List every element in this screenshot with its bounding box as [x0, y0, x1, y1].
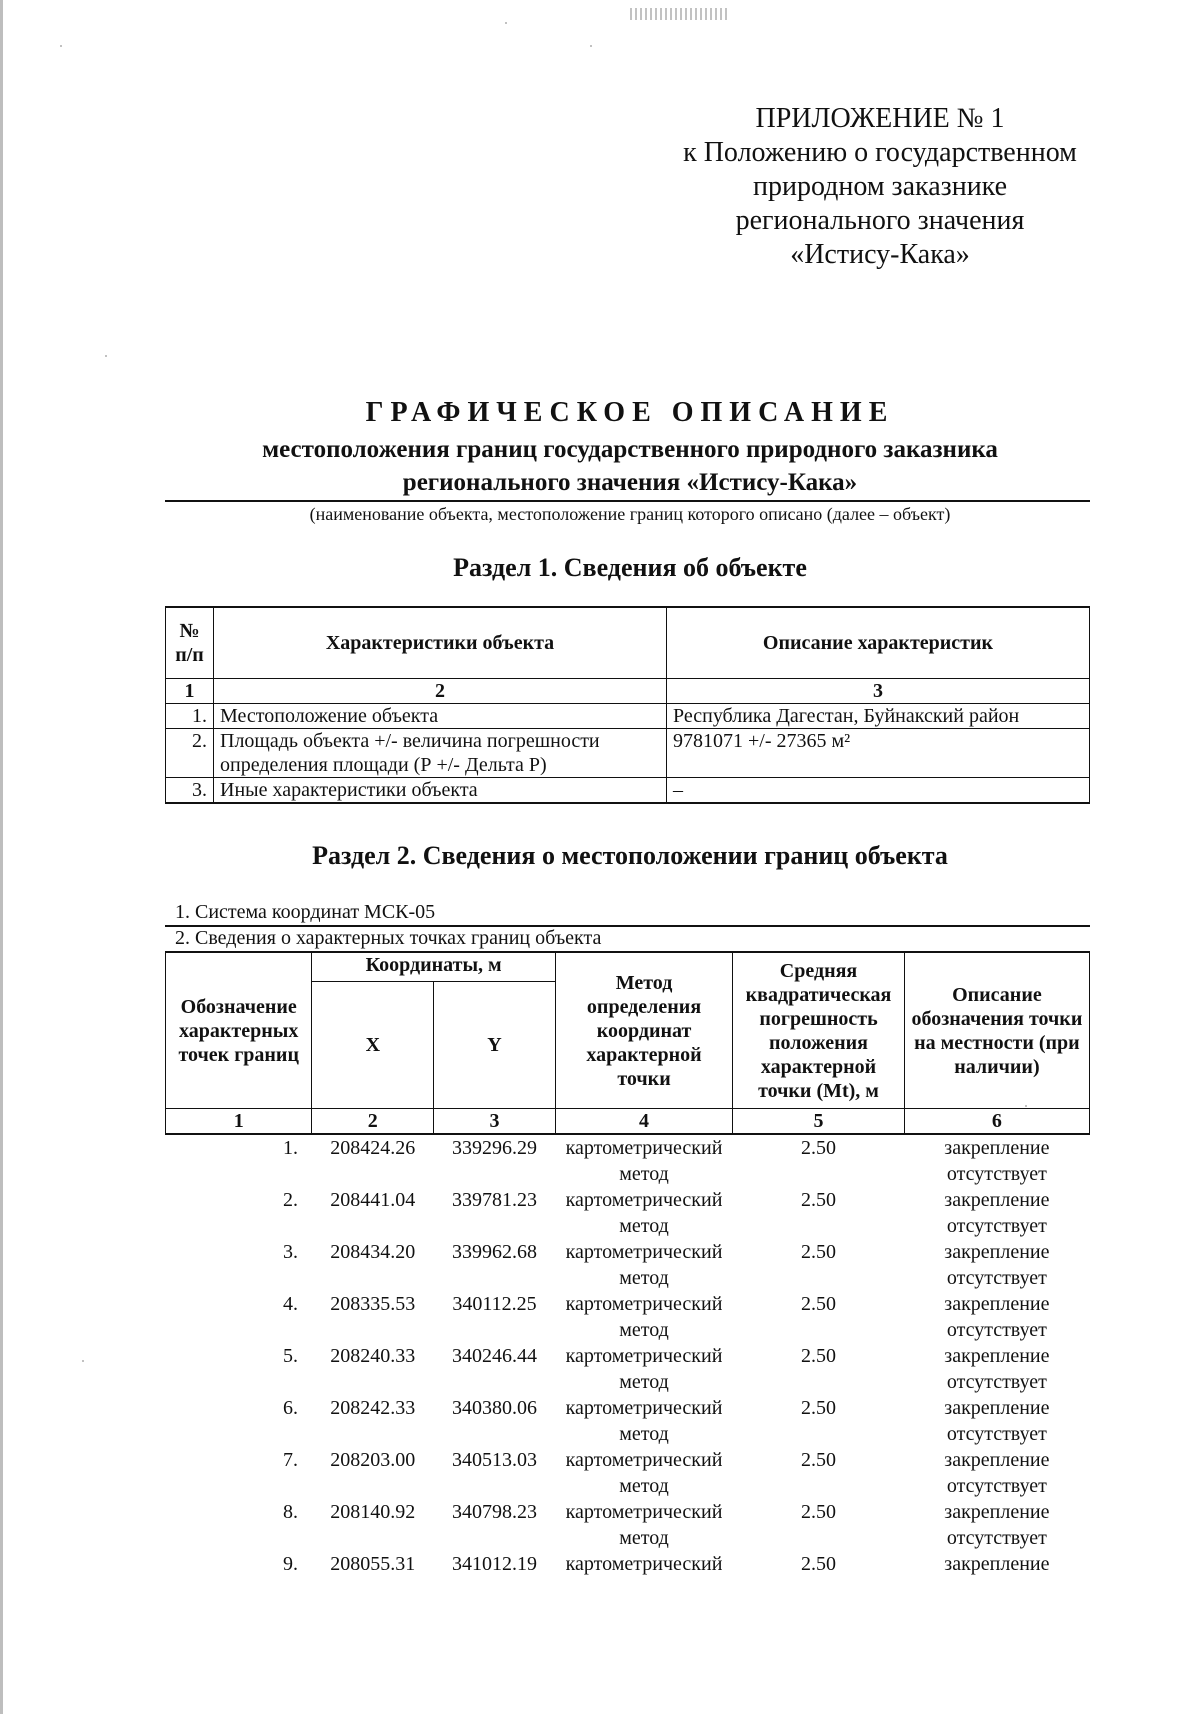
table-row — [166, 1499, 1090, 1551]
point-method: картометрический метод — [565, 1397, 723, 1445]
point-number: 9. — [282, 1553, 298, 1575]
table-header-row — [166, 953, 1090, 982]
point-x: 208203.00 — [330, 1449, 416, 1471]
point-error: 2.50 — [801, 1345, 837, 1367]
column-number-row — [166, 679, 1090, 704]
appendix-number: ПРИЛОЖЕНИЕ № 1 — [755, 103, 1005, 134]
column-number: 4 — [555, 1109, 732, 1135]
subtitle-line: местоположения границ государственного природного заказника — [262, 436, 998, 463]
column-number: 5 — [733, 1109, 905, 1135]
row-num: 3. — [166, 778, 214, 804]
scan-speck — [60, 45, 62, 47]
point-description: закрепление отсутствует — [944, 1449, 1050, 1497]
point-number: 5. — [282, 1345, 298, 1367]
document-subtitle — [165, 433, 1095, 499]
point-y: 340798.23 — [452, 1501, 538, 1523]
table-row — [166, 1343, 1090, 1395]
boundary-points-table — [165, 952, 1090, 1603]
header-x: X — [312, 982, 434, 1109]
point-method: картометрический метод — [565, 1137, 723, 1185]
table-row — [166, 1134, 1090, 1187]
point-y: 339781.23 — [452, 1189, 538, 1211]
row-num: 1. — [166, 704, 214, 729]
scan-speck — [505, 22, 507, 24]
point-x: 208335.53 — [330, 1293, 416, 1315]
point-y: 339962.68 — [452, 1241, 538, 1263]
row-num: 2. — [166, 729, 214, 778]
column-number: 1 — [166, 1109, 312, 1135]
point-number: 6. — [282, 1397, 298, 1419]
point-error: 2.50 — [801, 1293, 837, 1315]
point-x: 208434.20 — [330, 1241, 416, 1263]
section1-title: Раздел 1. Сведения об объекте — [453, 553, 807, 582]
table-row — [166, 1395, 1090, 1447]
points-heading: 2. Сведения о характерных точках границ объекта — [175, 927, 602, 949]
point-x: 208140.92 — [330, 1501, 416, 1523]
point-y: 341012.19 — [452, 1553, 538, 1575]
header-description: Описание обозначения точки на местности (при наличии) — [904, 953, 1089, 1109]
point-number: 2. — [282, 1189, 298, 1211]
points-body — [166, 1134, 1090, 1603]
point-x: 208240.33 — [330, 1345, 416, 1367]
document-title: ГРАФИЧЕСКОЕ ОПИСАНИЕ — [365, 397, 895, 428]
header-designation: Обозначение характерных точек границ — [166, 953, 312, 1109]
point-x: 208441.04 — [330, 1189, 416, 1211]
object-info-table — [165, 606, 1090, 804]
header-description: Описание характеристик — [667, 607, 1090, 679]
point-description: закрепление отсутствует — [944, 1241, 1050, 1289]
table-row — [166, 1187, 1090, 1239]
appendix-line: к Положению о государственном — [683, 137, 1077, 168]
table-header-row — [166, 607, 1090, 679]
subtitle-line: регионального значения «Истису-Кака» — [402, 469, 858, 496]
column-number: 1 — [166, 679, 214, 704]
point-y: 340380.06 — [452, 1397, 538, 1419]
point-method: картометрический — [565, 1553, 723, 1575]
column-number-row — [166, 1109, 1090, 1135]
column-number: 6 — [904, 1109, 1089, 1135]
point-x: 208055.31 — [330, 1553, 416, 1575]
point-method: картометрический метод — [565, 1189, 723, 1237]
row-characteristic: Площадь объекта +/- величина погрешности определения площади (Р +/- Дельта Р) — [214, 729, 667, 778]
point-method: картометрический метод — [565, 1241, 723, 1289]
appendix-line: «Истису-Кака» — [790, 239, 970, 270]
point-method: картометрический метод — [565, 1449, 723, 1497]
header-y: Y — [434, 982, 556, 1109]
row-description: 9781071 +/- 27365 м² — [667, 729, 1090, 778]
point-y: 340513.03 — [452, 1449, 538, 1471]
point-description: закрепление отсутствует — [944, 1397, 1050, 1445]
point-description: закрепление отсутствует — [944, 1293, 1050, 1341]
appendix-line: природном заказнике — [752, 171, 1008, 202]
scan-speck — [1025, 1105, 1027, 1107]
point-x: 208424.26 — [330, 1137, 416, 1159]
table-row — [166, 729, 1090, 778]
scan-speck — [105, 355, 107, 357]
row-characteristic: Иные характеристики объекта — [214, 778, 667, 804]
point-number: 1. — [282, 1137, 298, 1159]
column-number: 3 — [434, 1109, 556, 1135]
point-description: закрепление отсутствует — [944, 1189, 1050, 1237]
point-description: закрепление — [944, 1553, 1050, 1575]
table-row — [166, 704, 1090, 729]
point-description: закрепление отсутствует — [944, 1345, 1050, 1393]
point-error: 2.50 — [801, 1501, 837, 1523]
divider — [165, 500, 1090, 502]
point-number: 8. — [282, 1501, 298, 1523]
point-y: 339296.29 — [452, 1137, 538, 1159]
point-y: 340112.25 — [452, 1293, 537, 1315]
table-row — [166, 778, 1090, 804]
scan-artifact — [630, 8, 730, 20]
row-description: Республика Дагестан, Буйнакский район — [667, 704, 1090, 729]
appendix-block — [660, 102, 1100, 272]
table-row — [166, 1551, 1090, 1603]
point-number: 7. — [282, 1449, 298, 1471]
point-method: картометрический метод — [565, 1501, 723, 1549]
table-row — [166, 1447, 1090, 1499]
table-row — [166, 1291, 1090, 1343]
header-error: Средняя квадратическая погрешность положения характерной точки (Mt), м — [733, 953, 905, 1109]
point-method: картометрический метод — [565, 1345, 723, 1393]
scan-speck — [590, 45, 592, 47]
point-error: 2.50 — [801, 1189, 837, 1211]
column-number: 2 — [312, 1109, 434, 1135]
coordinate-system: 1. Система координат МСК-05 — [175, 901, 436, 923]
appendix-line: регионального значения — [735, 205, 1025, 236]
column-number: 3 — [667, 679, 1090, 704]
header-characteristic: Характеристики объекта — [214, 607, 667, 679]
title-caption: (наименование объекта, местоположение границ которого описано (далее – объект) — [309, 504, 951, 524]
point-method: картометрический метод — [565, 1293, 723, 1341]
point-error: 2.50 — [801, 1137, 837, 1159]
table-row — [166, 1239, 1090, 1291]
point-x: 208242.33 — [330, 1397, 416, 1419]
header-num: № п/п — [166, 607, 214, 679]
point-error: 2.50 — [801, 1397, 837, 1419]
header-method: Метод определения координат характерной точки — [555, 953, 732, 1109]
point-error: 2.50 — [801, 1553, 837, 1575]
point-description: закрепление отсутствует — [944, 1137, 1050, 1185]
point-error: 2.50 — [801, 1241, 837, 1263]
row-description: – — [667, 778, 1090, 804]
header-coordinates: Координаты, м — [312, 953, 555, 982]
column-number: 2 — [214, 679, 667, 704]
point-error: 2.50 — [801, 1449, 837, 1471]
row-characteristic: Местоположение объекта — [214, 704, 667, 729]
point-number: 3. — [282, 1241, 298, 1263]
scan-edge-shadow — [0, 0, 3, 1714]
point-description: закрепление отсутствует — [944, 1501, 1050, 1549]
section2-title: Раздел 2. Сведения о местоположении границ объекта — [312, 841, 948, 870]
point-y: 340246.44 — [452, 1345, 538, 1367]
point-number: 4. — [282, 1293, 298, 1315]
scan-speck — [82, 1360, 84, 1362]
